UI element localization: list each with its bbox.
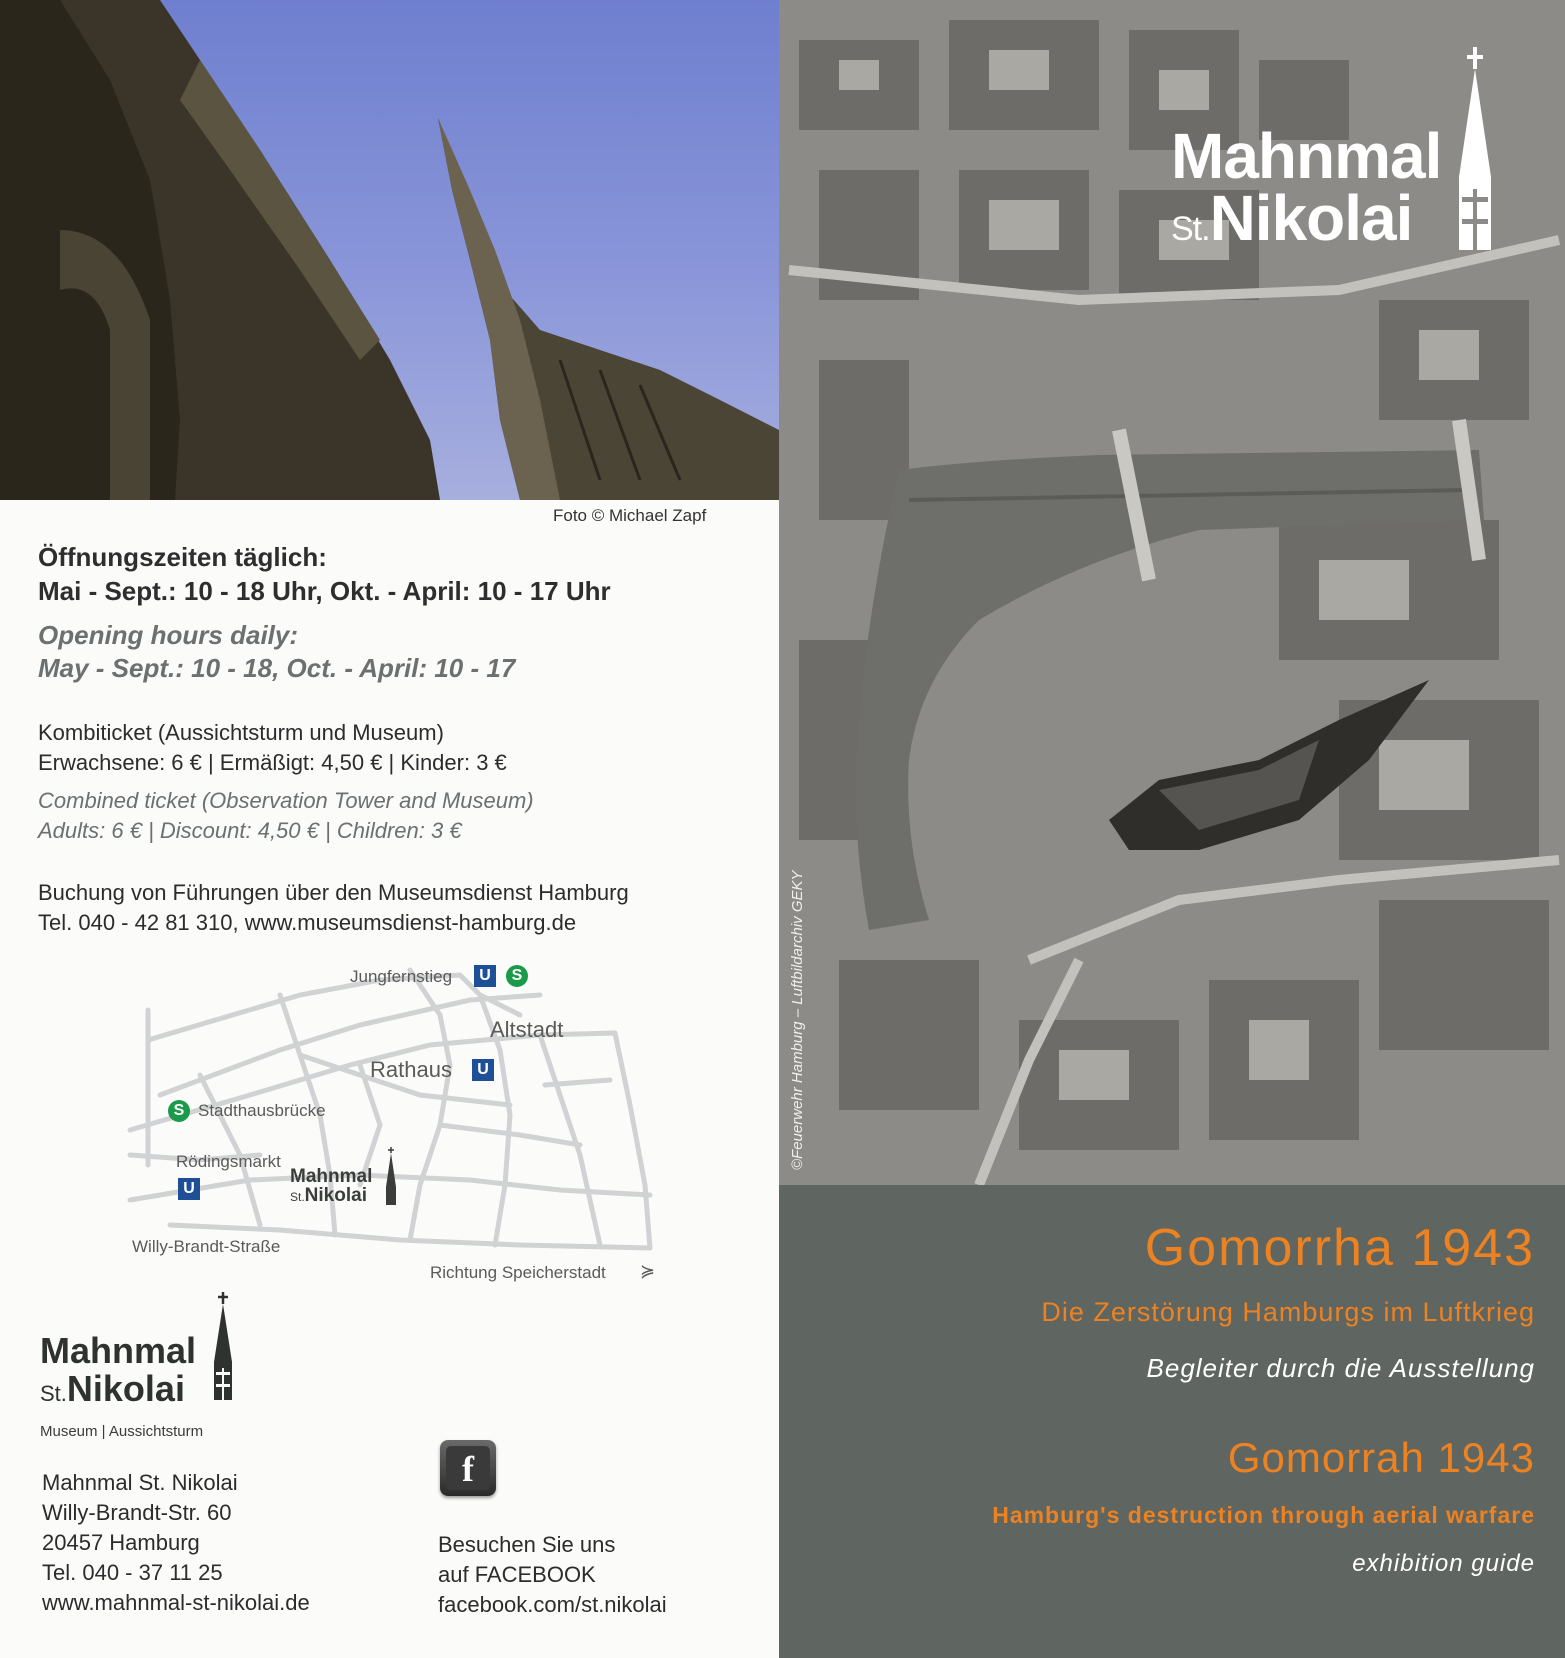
right-panel: [779, 0, 1565, 1658]
s-bahn-icon: S: [168, 1100, 190, 1122]
logo-st: St.: [40, 1381, 67, 1406]
address-line: Mahnmal St. Nikolai: [42, 1470, 238, 1495]
left-panel: [0, 0, 779, 1658]
ticket-en: Combined ticket (Observation Tower and Museum): [38, 788, 534, 813]
address-line: Willy-Brandt-Str. 60: [42, 1500, 232, 1525]
facebook-line: Besuchen Sie uns: [438, 1532, 616, 1557]
subtitle-de: Die Zerstörung Hamburgs im Luftkrieg: [1041, 1297, 1535, 1327]
logo-st: St.: [1171, 210, 1210, 248]
map-logo-line1: Mahnmal: [290, 1166, 373, 1187]
facebook-line: auf FACEBOOK: [438, 1562, 596, 1587]
title-de: Gomorrha 1943: [1144, 1219, 1535, 1277]
booking-line2: Tel. 040 - 42 81 310, www.museumsdienst-hamburg.de: [38, 910, 577, 935]
s-bahn-icon: S: [506, 965, 528, 987]
facebook-letter: f: [446, 1446, 490, 1490]
hours-en: May - Sept.: 10 - 18, Oct. - April: 10 - 17: [38, 653, 516, 683]
museum-logo: [40, 1332, 203, 1440]
subtitle-en: Hamburg's destruction through aerial warfare: [992, 1502, 1535, 1528]
guide-en: exhibition guide: [1352, 1550, 1535, 1577]
map-label-willy-brandt: Willy-Brandt-Straße: [132, 1237, 281, 1256]
church-tower-icon: [210, 1292, 236, 1402]
photo-credit: Foto © Michael Zapf: [553, 506, 707, 525]
logo-line2: Nikolai: [1209, 182, 1413, 254]
logo-line1: Mahnmal: [1171, 120, 1442, 192]
website-link[interactable]: www.mahnmal-st-nikolai.de: [42, 1590, 310, 1615]
hours-de: Mai - Sept.: 10 - 18 Uhr, Okt. - April: 10 - 17 Uhr: [38, 576, 611, 606]
facebook-icon[interactable]: [440, 1440, 496, 1496]
direction-arrow-icon: ≽: [640, 1261, 656, 1281]
logo-tagline: Museum | Aussichtsturm: [40, 1423, 204, 1440]
hours-title-de: Öffnungszeiten täglich:: [38, 542, 327, 572]
church-tower-icon: [384, 1147, 398, 1207]
u-bahn-icon: U: [474, 965, 496, 987]
church-illustration: [0, 0, 779, 500]
street-lines: [0, 955, 779, 1295]
ticket-de: Kombiticket (Aussichtsturm und Museum): [38, 720, 444, 745]
logo-line1: Mahnmal: [40, 1330, 197, 1371]
address-line: 20457 Hamburg: [42, 1530, 200, 1555]
address-phone: Tel. 040 - 37 11 25: [42, 1560, 223, 1585]
hours-title-en: Opening hours daily:: [38, 620, 299, 650]
prices-en: Adults: 6 € | Discount: 4,50 € | Children: 3 €: [38, 818, 462, 843]
right-logo: [1171, 120, 1442, 260]
map-label-stadthausbruecke: Stadthausbrücke: [198, 1101, 326, 1120]
map-label-jungfernstieg: Jungfernstieg: [350, 967, 453, 986]
map-label-roedingsmarkt: Rödingsmarkt: [176, 1152, 281, 1171]
facebook-link[interactable]: facebook.com/st.nikolai: [438, 1592, 667, 1617]
map-logo-st: St.: [290, 1190, 305, 1204]
u-bahn-icon: U: [178, 1178, 200, 1200]
guide-de: Begleiter durch die Ausstellung: [1146, 1353, 1535, 1383]
map-label-rathaus: Rathaus: [370, 1057, 452, 1082]
map-logo: [290, 1167, 372, 1207]
church-photo: [0, 0, 779, 500]
title-en: Gomorrah 1943: [1227, 1434, 1535, 1481]
church-tower-icon: [1451, 47, 1499, 252]
street-map: [0, 955, 779, 1295]
map-logo-line2: Nikolai: [304, 1185, 367, 1206]
photo-credit-vertical: ©Feuerwehr Hamburg – Luftbildarchiv GEKY: [789, 870, 806, 1170]
prices-de: Erwachsene: 6 € | Ermäßigt: 4,50 € | Kinder: 3 €: [38, 750, 507, 775]
u-bahn-icon: U: [472, 1059, 494, 1081]
aerial-photo: [779, 0, 1565, 1185]
logo-line2: Nikolai: [66, 1368, 185, 1409]
map-label-richtung: Richtung Speicherstadt: [430, 1263, 606, 1282]
booking-line1: Buchung von Führungen über den Museumsdienst Hamburg: [38, 880, 629, 905]
map-label-altstadt: Altstadt: [490, 1017, 564, 1042]
